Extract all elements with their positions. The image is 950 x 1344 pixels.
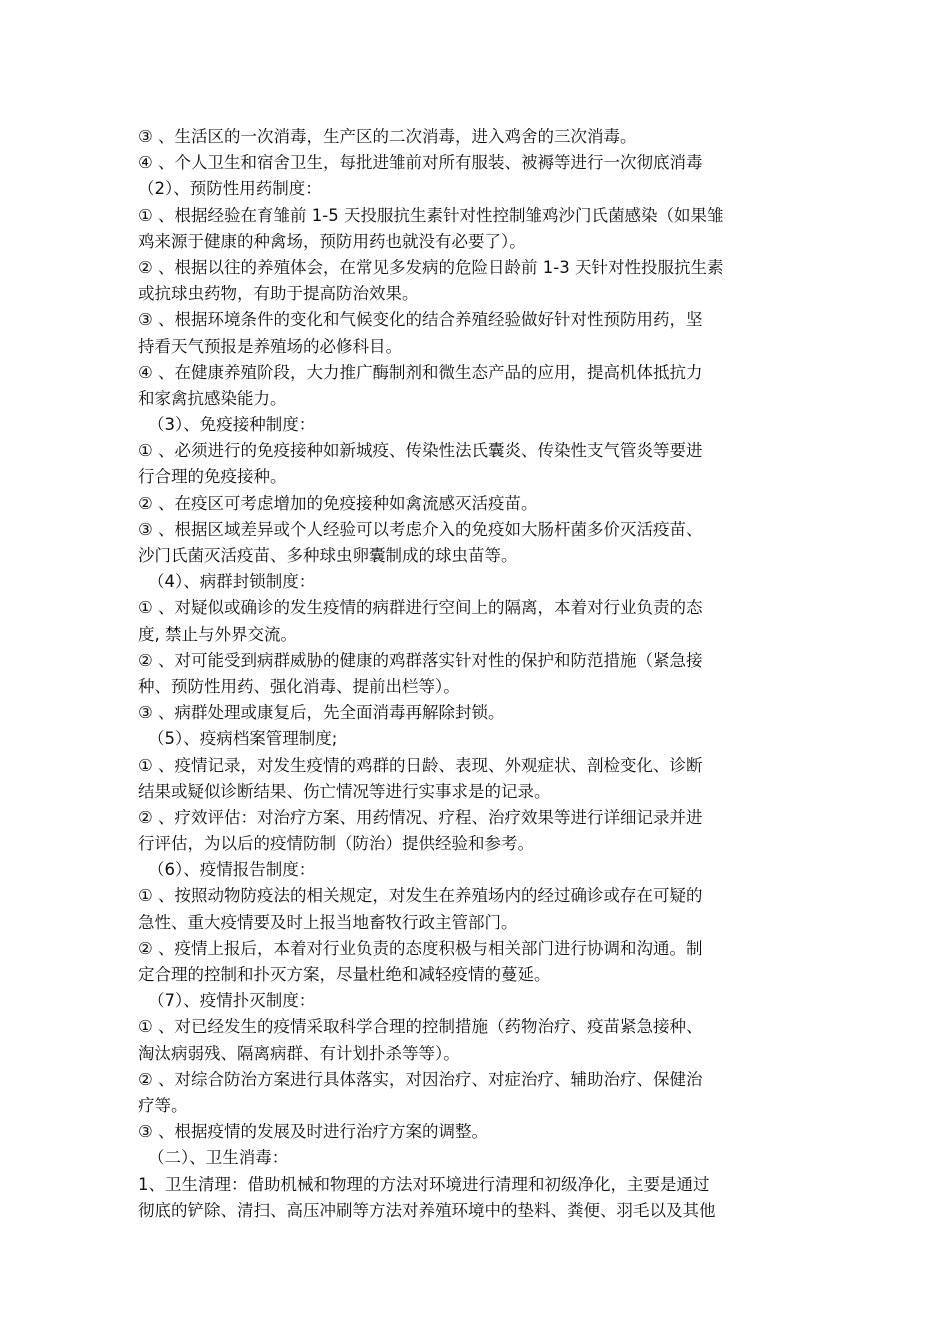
text-line: ③ 、根据疫情的发展及时进行治疗方案的调整。 <box>138 1122 489 1142</box>
text-line: 度, 禁止与外界交流。 <box>138 624 297 644</box>
text-line: ② 、疗效评估：对治疗方案、用药情况、疗程、治疗效果等进行详细记录并进 <box>138 807 703 827</box>
text-line: 鸡来源于健康的种禽场，预防用药也就没有必要了）。 <box>138 231 526 251</box>
text-line: （5）、疫病档案管理制度; <box>148 729 338 749</box>
text-line: 定合理的控制和扑灭方案，尽量杜绝和减轻疫情的蔓延。 <box>138 965 551 984</box>
text-line: 沙门氏菌灭活疫苗、多种球虫卵囊制成的球虫苗等。 <box>138 546 518 565</box>
text-line: 结果或疑似诊断结果、伤亡情况等进行实事求是的记录。 <box>138 781 551 801</box>
text-line: ④ 、在健康养殖阶段，大力推广酶制剂和微生态产品的应用，提高机体抵抗力 <box>138 362 703 382</box>
text-line: 淘汰病弱残、隔离病群、有计划扑杀等等）。 <box>138 1043 460 1063</box>
text-line: ② 、在疫区可考虑增加的免疫接种如禽流感灭活疫苗。 <box>138 493 538 513</box>
text-line: ① 、按照动物防疫法的相关规定，对发生在养殖场内的经过确诊或存在可疑的 <box>138 886 703 906</box>
text-line: ② 、根据以往的养殖体会，在常见多发病的危险日龄前 1-3 天针对性投服抗生素 <box>138 257 724 277</box>
text-line: 持看天气预报是养殖场的必修科目。 <box>138 336 402 356</box>
document-body <box>138 124 814 1224</box>
text-line: 急性、重大疫情要及时上报当地畜牧行政主管部门。 <box>138 912 518 932</box>
text-line: 和家禽抗感染能力。 <box>138 388 287 408</box>
text-line: ② 、对综合防治方案进行具体落实，对因治疗、对症治疗、辅助治疗、保健治 <box>138 1069 703 1089</box>
text-line: （二）、卫生消毒： <box>148 1148 289 1168</box>
text-line: ① 、根据经验在育雏前 1-5 天投服抗生素针对性控制雏鸡沙门氏菌感染（如果雏 <box>138 205 724 225</box>
text-line: 1、卫生清理：借助机械和物理的方法对环境进行清理和初级净化，主要是通过 <box>138 1174 710 1194</box>
text-line: （4）、病群封锁制度： <box>148 572 316 592</box>
text-line: ① 、对已经发生的疫情采取科学合理的控制措施（药物治疗、疫苗紧急接种、 <box>138 1017 703 1037</box>
text-line: ③ 、根据区域差异或个人经验可以考虑介入的免疫如大肠杆菌多价灭活疫苗、 <box>138 519 703 539</box>
text-line: 彻底的铲除、清扫、高压冲刷等方法对养殖环境中的垫料、粪便、羽毛以及其他 <box>138 1200 716 1220</box>
text-line: （7）、疫情扑灭制度： <box>148 991 316 1011</box>
text-line: ③ 、生活区的一次消毒，生产区的二次消毒，进入鸡舍的三次消毒。 <box>138 127 637 146</box>
text-line: 行评估，为以后的疫情防制（防治）提供经验和参考。 <box>138 834 534 854</box>
text-line: 或抗球虫药物，有助于提高防治效果。 <box>138 284 419 304</box>
text-line: 疗等。 <box>138 1095 188 1115</box>
text-line: ① 、必须进行的免疫接种如新城疫、传染性法氏囊炎、传染性支气管炎等要进 <box>138 441 703 461</box>
text-line: ② 、对可能受到病群威胁的健康的鸡群落实针对性的保护和防范措施（紧急接 <box>138 650 703 670</box>
text-line: ① 、疫情记录，对发生疫情的鸡群的日龄、表现、外观症状、剖检变化、诊断 <box>138 755 703 775</box>
text-line: ② 、疫情上报后，本着对行业负责的态度积极与相关部门进行协调和沟通。制 <box>138 938 703 958</box>
text-line: （6）、疫情报告制度： <box>148 860 316 880</box>
text-line: 行合理的免疫接种。 <box>138 467 287 487</box>
text-line: ③ 、病群处理或康复后，先全面消毒再解除封锁。 <box>138 703 505 723</box>
text-line: ① 、对疑似或确诊的发生疫情的病群进行空间上的隔离，本着对行业负责的态 <box>138 598 703 618</box>
text-line: ④ 、个人卫生和宿舍卫生，每批进雏前对所有服装、被褥等进行一次彻底消毒 <box>138 153 703 173</box>
text-line: （2）、预防性用药制度： <box>138 179 322 199</box>
text-line: 种、预防性用药、强化消毒、提前出栏等）。 <box>138 676 460 696</box>
text-line: （3）、免疫接种制度： <box>148 415 316 435</box>
text-line: ③ 、根据环境条件的变化和气候变化的结合养殖经验做好针对性预防用药，坚 <box>138 310 703 330</box>
